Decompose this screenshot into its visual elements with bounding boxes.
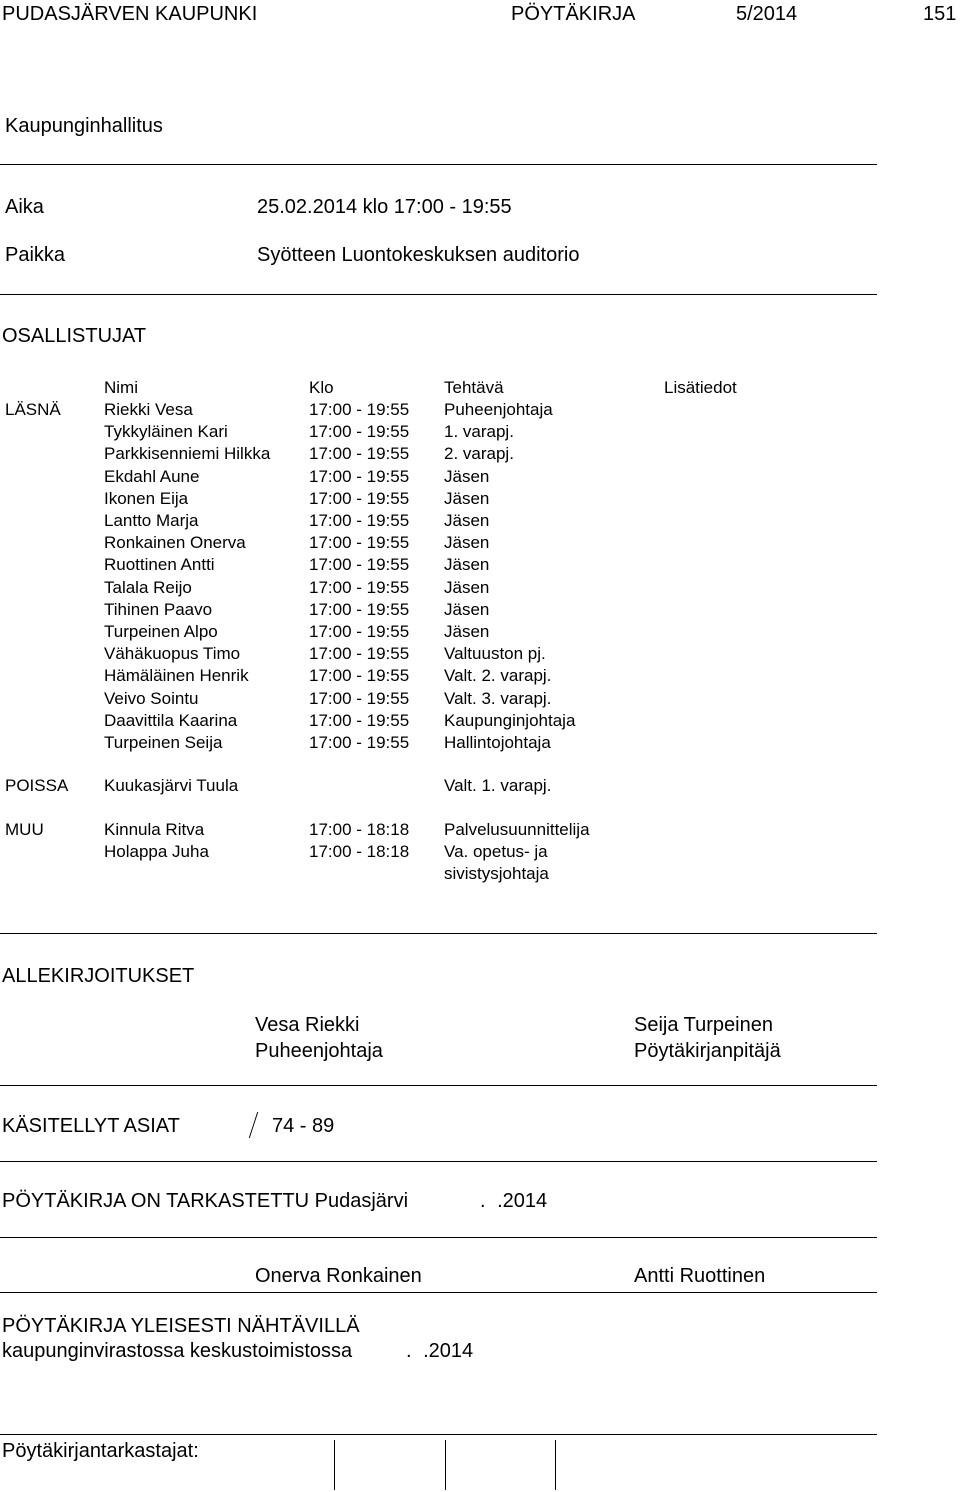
other-time: 17:00 - 18:18: [309, 820, 410, 839]
participant-time: 17:00 - 19:55: [309, 444, 410, 463]
participant-time: 17:00 - 19:55: [309, 689, 410, 708]
reviewer-field-divider: [445, 1440, 446, 1490]
signatures-title: ALLEKIRJOITUKSET: [2, 965, 195, 987]
public-place: kaupunginvirastossa keskustoimistossa: [2, 1340, 353, 1362]
participant-name: Veivo Sointu: [104, 689, 199, 708]
participant-name: Ikonen Eija: [104, 489, 189, 508]
divider: [0, 1292, 877, 1293]
participant-time: 17:00 - 19:55: [309, 578, 410, 597]
participant-role: Jäsen: [444, 600, 490, 619]
participant-time: 17:00 - 19:55: [309, 533, 410, 552]
present-label: LÄSNÄ: [5, 400, 61, 419]
divider: [0, 164, 877, 165]
participant-time: 17:00 - 19:55: [309, 622, 410, 641]
reviewers-label: Pöytäkirjantarkastajat:: [2, 1440, 199, 1462]
absent-label: POISSA: [5, 776, 69, 795]
header-page: 151: [923, 3, 957, 25]
participant-time: 17:00 - 19:55: [309, 644, 410, 663]
participant-name: Hämäläinen Henrik: [104, 666, 249, 685]
participant-name: Daavittila Kaarina: [104, 711, 238, 730]
header-doc-type: PÖYTÄKIRJA: [511, 3, 636, 25]
participant-time: 17:00 - 19:55: [309, 511, 410, 530]
participant-name: Parkkisenniemi Hilkka: [104, 444, 271, 463]
place-value: Syötteen Luontokeskuksen auditorio: [257, 244, 580, 266]
column-header-role: Tehtävä: [444, 378, 504, 397]
other-role: Va. opetus- ja: [444, 842, 548, 861]
participant-time: 17:00 - 19:55: [309, 733, 410, 752]
absent-role: Valt. 1. varapj.: [444, 776, 552, 795]
participant-role: Valtuuston pj.: [444, 644, 546, 663]
column-header-notes: Lisätiedot: [664, 378, 737, 397]
handled-value: 74 - 89: [272, 1115, 335, 1137]
other-name: Kinnula Ritva: [104, 820, 205, 839]
column-header-time: Klo: [309, 378, 334, 397]
participant-role: Kaupunginjohtaja: [444, 711, 576, 730]
other-role: Palvelusuunnittelija: [444, 820, 590, 839]
body-name: Kaupunginhallitus: [5, 115, 163, 137]
participant-name: Turpeinen Alpo: [104, 622, 218, 641]
divider: [0, 933, 877, 934]
divider: [0, 1161, 877, 1162]
participant-name: Lantto Marja: [104, 511, 199, 530]
participant-time: 17:00 - 19:55: [309, 489, 410, 508]
divider: [0, 1237, 877, 1238]
other-time: 17:00 - 18:18: [309, 842, 410, 861]
participant-name: Ruottinen Antti: [104, 555, 215, 574]
participant-role: Jäsen: [444, 489, 490, 508]
chair-name: Vesa Riekki: [255, 1014, 360, 1036]
divider: [0, 1434, 877, 1435]
participant-time: 17:00 - 19:55: [309, 422, 410, 441]
participant-time: 17:00 - 19:55: [309, 666, 410, 685]
place-label: Paikka: [5, 244, 66, 266]
participant-role: Jäsen: [444, 467, 490, 486]
participant-role: Jäsen: [444, 533, 490, 552]
participant-time: 17:00 - 19:55: [309, 467, 410, 486]
participant-time: 17:00 - 19:55: [309, 400, 410, 419]
secretary-title: Pöytäkirjanpitäjä: [634, 1040, 781, 1062]
participant-name: Talala Reijo: [104, 578, 192, 597]
column-header-name: Nimi: [104, 378, 138, 397]
chair-title: Puheenjohtaja: [255, 1040, 383, 1062]
divider: [0, 1085, 877, 1086]
participant-role: Puheenjohtaja: [444, 400, 553, 419]
absent-name: Kuukasjärvi Tuula: [104, 776, 239, 795]
participant-time: 17:00 - 19:55: [309, 600, 410, 619]
participant-time: 17:00 - 19:55: [309, 711, 410, 730]
participant-role: Jäsen: [444, 622, 490, 641]
participant-name: Tihinen Paavo: [104, 600, 213, 619]
participants-title: OSALLISTUJAT: [2, 325, 147, 347]
other-name: Holappa Juha: [104, 842, 209, 861]
header-city: PUDASJÄRVEN KAUPUNKI: [2, 3, 258, 25]
reviewer-field-divider: [334, 1440, 335, 1490]
time-label: Aika: [5, 196, 44, 218]
participant-role: Jäsen: [444, 511, 490, 530]
participant-name: Ekdahl Aune: [104, 467, 200, 486]
participant-role: 1. varapj.: [444, 422, 514, 441]
participant-name: Vähäkuopus Timo: [104, 644, 241, 663]
other-role-line2: sivistysjohtaja: [444, 864, 549, 883]
other-label: MUU: [5, 820, 44, 839]
secretary-name: Seija Turpeinen: [634, 1014, 773, 1036]
time-value: 25.02.2014 klo 17:00 - 19:55: [257, 196, 512, 218]
participant-name: Turpeinen Seija: [104, 733, 223, 752]
participant-role: Jäsen: [444, 555, 490, 574]
public-date: . .2014: [406, 1340, 474, 1362]
header-number: 5/2014: [736, 3, 798, 25]
divider: [0, 294, 877, 295]
participant-role: Valt. 2. varapj.: [444, 666, 552, 685]
checker-2-name: Antti Ruottinen: [634, 1265, 766, 1287]
participant-time: 17:00 - 19:55: [309, 555, 410, 574]
checked-date: . .2014: [480, 1190, 548, 1212]
participant-name: Ronkainen Onerva: [104, 533, 246, 552]
participant-role: Valt. 3. varapj.: [444, 689, 552, 708]
checked-label: PÖYTÄKIRJA ON TARKASTETTU Pudasjärvi: [2, 1190, 409, 1212]
reviewer-field-divider: [555, 1440, 556, 1490]
participant-name: Tykkyläinen Kari: [104, 422, 228, 441]
tab-marker: [249, 1112, 258, 1138]
handled-label: KÄSITELLYT ASIAT: [2, 1115, 180, 1137]
public-title: PÖYTÄKIRJA YLEISESTI NÄHTÄVILLÄ: [2, 1315, 360, 1337]
participant-role: 2. varapj.: [444, 444, 514, 463]
participant-role: Jäsen: [444, 578, 490, 597]
participant-name: Riekki Vesa: [104, 400, 193, 419]
participant-role: Hallintojohtaja: [444, 733, 551, 752]
checker-1-name: Onerva Ronkainen: [255, 1265, 422, 1287]
